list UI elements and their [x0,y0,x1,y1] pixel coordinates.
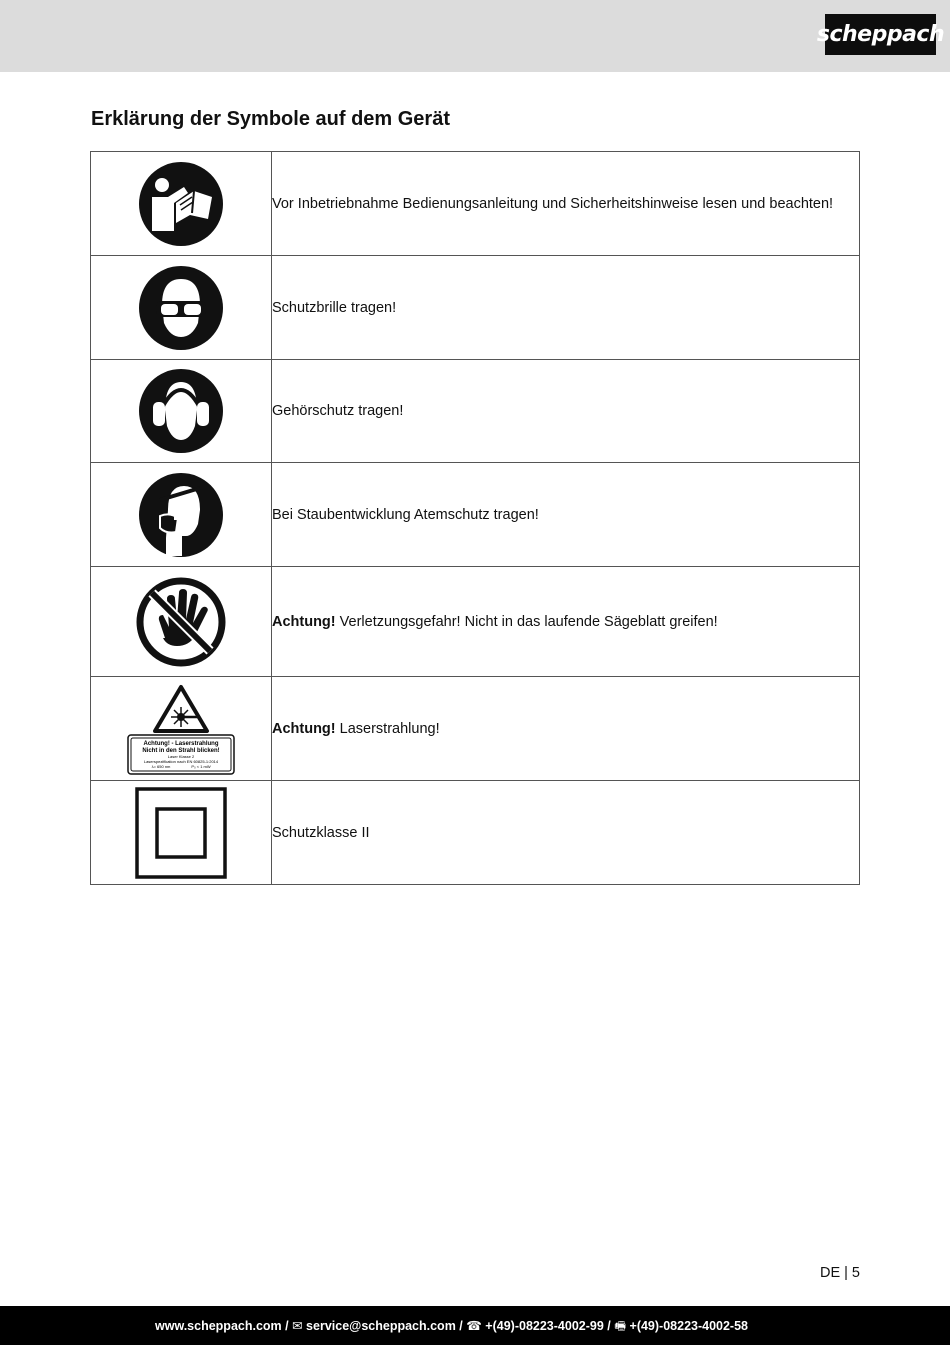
protection-class-ii-icon [135,787,227,879]
footer-website[interactable]: www.scheppach.com [155,1319,282,1333]
ear-protection-icon [138,368,224,454]
laser-label-wavelength: λ= 650 nm [151,763,171,769]
row-text: Verletzungsgefahr! Nicht in das laufende Sägeblatt greifen! [335,613,718,630]
table-row [91,152,860,256]
read-manual-icon [138,161,224,247]
no-hand-icon [135,576,227,668]
row-text: Schutzbrille tragen! [272,299,397,316]
row-text: Gehörschutz tragen! [272,403,404,419]
row-text: Vor Inbetriebnahme Bedienungsanleitung und Sicherheitshinweise lesen und beachten! [272,195,834,212]
laser-label-line4: Laserspezifikation nach EN 60825-1:2014 [143,758,219,764]
footer-email[interactable]: service@scheppach.com [306,1319,456,1333]
fax-icon: 🖷 [614,1319,627,1333]
footer-phone: +(49)-08223-4002-99 [485,1319,604,1333]
phone-icon: ☎ [466,1319,482,1333]
row-prefix: Achtung! [272,613,336,630]
row-prefix: Achtung! [272,720,336,737]
row-text: Laserstrahlung! [335,720,440,737]
table-row [91,677,860,781]
table-row [91,256,860,360]
footer-contact: www.scheppach.com / ✉ service@scheppach.com / ☎ +(49)-08223-4002-99 / 🖷 +(49)-08223-4002-58 [155,1319,749,1333]
row-text: Schutzklasse II [272,824,370,841]
page-number: DE | 5 [819,1265,860,1281]
laser-label-line1: Achtung! - Laserstrahlung [143,740,219,747]
table-row [91,360,860,463]
laser-label-power: P₀ < 1 mW [191,763,211,769]
mail-icon: ✉ [292,1319,303,1333]
page-title: Erklärung der Symbole auf dem Gerät [91,108,450,130]
table-row [91,463,860,567]
header-band [0,0,950,72]
table-row [91,781,860,885]
table-row [91,567,860,677]
footer-bar [0,1306,950,1345]
scheppach-logo: scheppach [825,14,936,55]
laser-label-line3: Laser Klasse 2 [167,753,195,759]
symbols-table [90,151,860,885]
respirator-icon [138,472,224,558]
safety-goggles-icon [138,265,224,351]
row-text: Bei Staubentwicklung Atemschutz tragen! [272,506,539,523]
laser-label-line2: Nicht in den Strahl blicken! [142,747,220,754]
footer-fax: +(49)-08223-4002-58 [629,1319,749,1333]
laser-warning-icon [127,683,235,775]
